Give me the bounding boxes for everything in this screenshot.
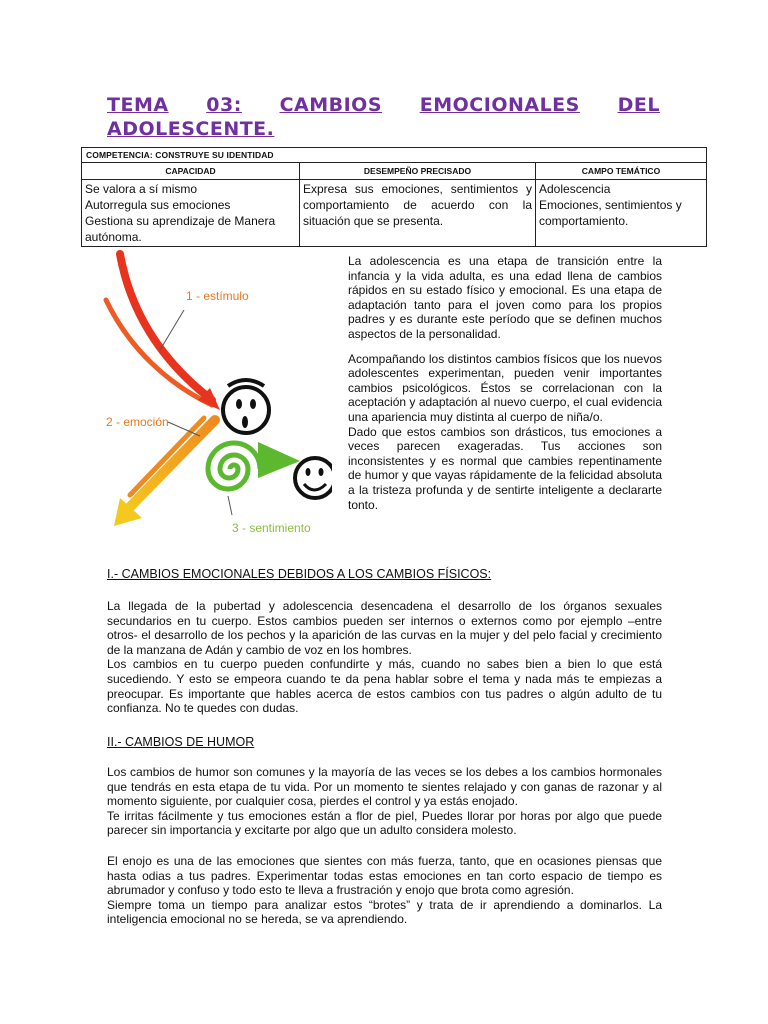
label-1-pointer	[160, 310, 184, 350]
emotion-arrow-2	[130, 418, 204, 495]
label-estimulo: 1 - estímulo	[186, 289, 249, 303]
header-campo: CAMPO TEMÁTICO	[536, 163, 707, 180]
header-capacidad: CAPACIDAD	[82, 163, 300, 180]
section-1-paragraph: La llegada de la pubertad y adolescencia desencadena el desarrollo de los órganos sexuales secundarios en tu cuerpo. Estos cambios pueden ser internos o externos como por ejemplo –entre otros- el desarrollo de los pechos y la aparición de las curvas en la mujer y del pelo facial y crecimiento de la manzana de Adán y cambio de voz en los hombres.	[107, 599, 662, 657]
section-2-paragraph: Siempre toma un tiempo para analizar estos “brotes” y trata de ir aprendiendo a dominarlos. La inteligencia emocional no se hereda, se va aprendiendo.	[107, 897, 662, 927]
smiley-face-icon	[295, 458, 332, 498]
title-word: DEL	[617, 94, 660, 116]
title-line-2: ADOLESCENTE.	[107, 118, 275, 140]
campo-item: Adolescencia	[539, 182, 611, 196]
capacidad-item: Se valora a sí mismo	[85, 182, 198, 196]
title-line-1	[107, 93, 660, 117]
section-2-body-continued	[107, 854, 662, 927]
page-title	[107, 93, 660, 141]
capacidad-item: Autorregula sus emociones	[85, 198, 231, 212]
campo-cell	[536, 180, 707, 247]
competency-table	[81, 147, 707, 247]
label-emocion: 2 - emoción	[106, 415, 169, 429]
intro-text	[348, 254, 662, 522]
section-2-paragraph: Los cambios de humor son comunes y la mayoría de las veces se los debes a los cambios hormonales que tendrás en esta etapa de tu vida. Por un momento te sientes relajado y con ganas de razonar y al momento siguiente, por cualquier cosa, pierdes el control y ya estás enojado.	[107, 765, 662, 809]
surprised-face-icon	[223, 380, 269, 433]
emotion-cycle-figure	[100, 250, 332, 542]
title-word: CAMBIOS	[279, 94, 383, 116]
title-word: 03:	[206, 94, 242, 116]
desempeno-cell: Expresa sus emociones, sentimientos y comportamiento de acuerdo con la situación que se presenta.	[300, 180, 536, 247]
campo-item: Emociones, sentimientos y comportamiento.	[539, 198, 682, 228]
capacidad-item: Gestiona su aprendizaje de Manera autónoma.	[85, 214, 276, 244]
intro-paragraph: Acompañando los distintos cambios físicos que los nuevos adolescentes experimentan, pueden venir importantes cambios psicológicos. Éstos se correlacionan con la aceptación y adaptación al nuevo cuerpo, el cual evidencia una apariencia muy distinta al cuerpo de niña/o.	[348, 351, 662, 424]
section-2-paragraph: Te irritas fácilmente y tus emociones están a flor de piel, Puedes llorar por horas por algo que puede parecer sin importancia y excitarte por algo que un adulto considera molesto.	[107, 808, 662, 838]
competency-cell: COMPETENCIA: CONSTRUYE SU IDENTIDAD	[82, 148, 707, 163]
section-1-body	[107, 599, 662, 716]
emotion-cycle-illustration	[100, 250, 332, 542]
title-word: TEMA	[107, 94, 169, 116]
label-3-pointer	[228, 496, 232, 515]
title-word: EMOCIONALES	[419, 94, 580, 116]
section-1-paragraph: Los cambios en tu cuerpo pueden confundirte y más, cuando no sabes bien a bien lo que está sucediendo. Y esto se empeora cuando te da pena hablar sobre el tema y nada más te empiezas a preocupar. Es importante que hables acerca de estos cambios con tus padres o algún adulto de tu confianza. No te quedes con dudas.	[107, 657, 662, 716]
section-2-paragraph: El enojo es una de las emociones que sientes con más fuerza, tanto, que en ocasiones piensas que hasta odias a tus padres. Experimentar todas estas emociones en tan corto espacio de tiempo es abrumador y confuso y todo esto te lleva a frustración y enojo que brota como agresión.	[107, 854, 662, 898]
capacidad-cell	[82, 180, 300, 247]
emotion-arrow	[125, 420, 215, 512]
label-sentimiento: 3 - sentimiento	[232, 521, 311, 535]
intro-paragraph: La adolescencia es una etapa de transición entre la infancia y la vida adulta, es una edad llena de cambios rápidos en su estado físico y emocional. Es una etapa de adaptación tanto para el joven como para los propios padres y es durante este período que se definen muchos aspectos de la personalidad.	[348, 254, 662, 341]
section-1-heading: I.- CAMBIOS EMOCIONALES DEBIDOS A LOS CAMBIOS FÍSICOS:	[107, 567, 492, 581]
header-desempeno: DESEMPEÑO PRECISADO	[300, 163, 536, 180]
section-2-heading: II.- CAMBIOS DE HUMOR	[107, 735, 255, 749]
section-2-body	[107, 765, 662, 838]
intro-paragraph: Dado que estos cambios son drásticos, tus emociones a veces parecen exageradas. Tus acciones son inconsistentes y es normal que cambies repentinamente de humor y que vayas rápidamente de la felicidad absoluta a la tristeza profunda y de sentirte inteligente a declararte tonto.	[348, 424, 662, 512]
feeling-spiral	[208, 443, 260, 489]
